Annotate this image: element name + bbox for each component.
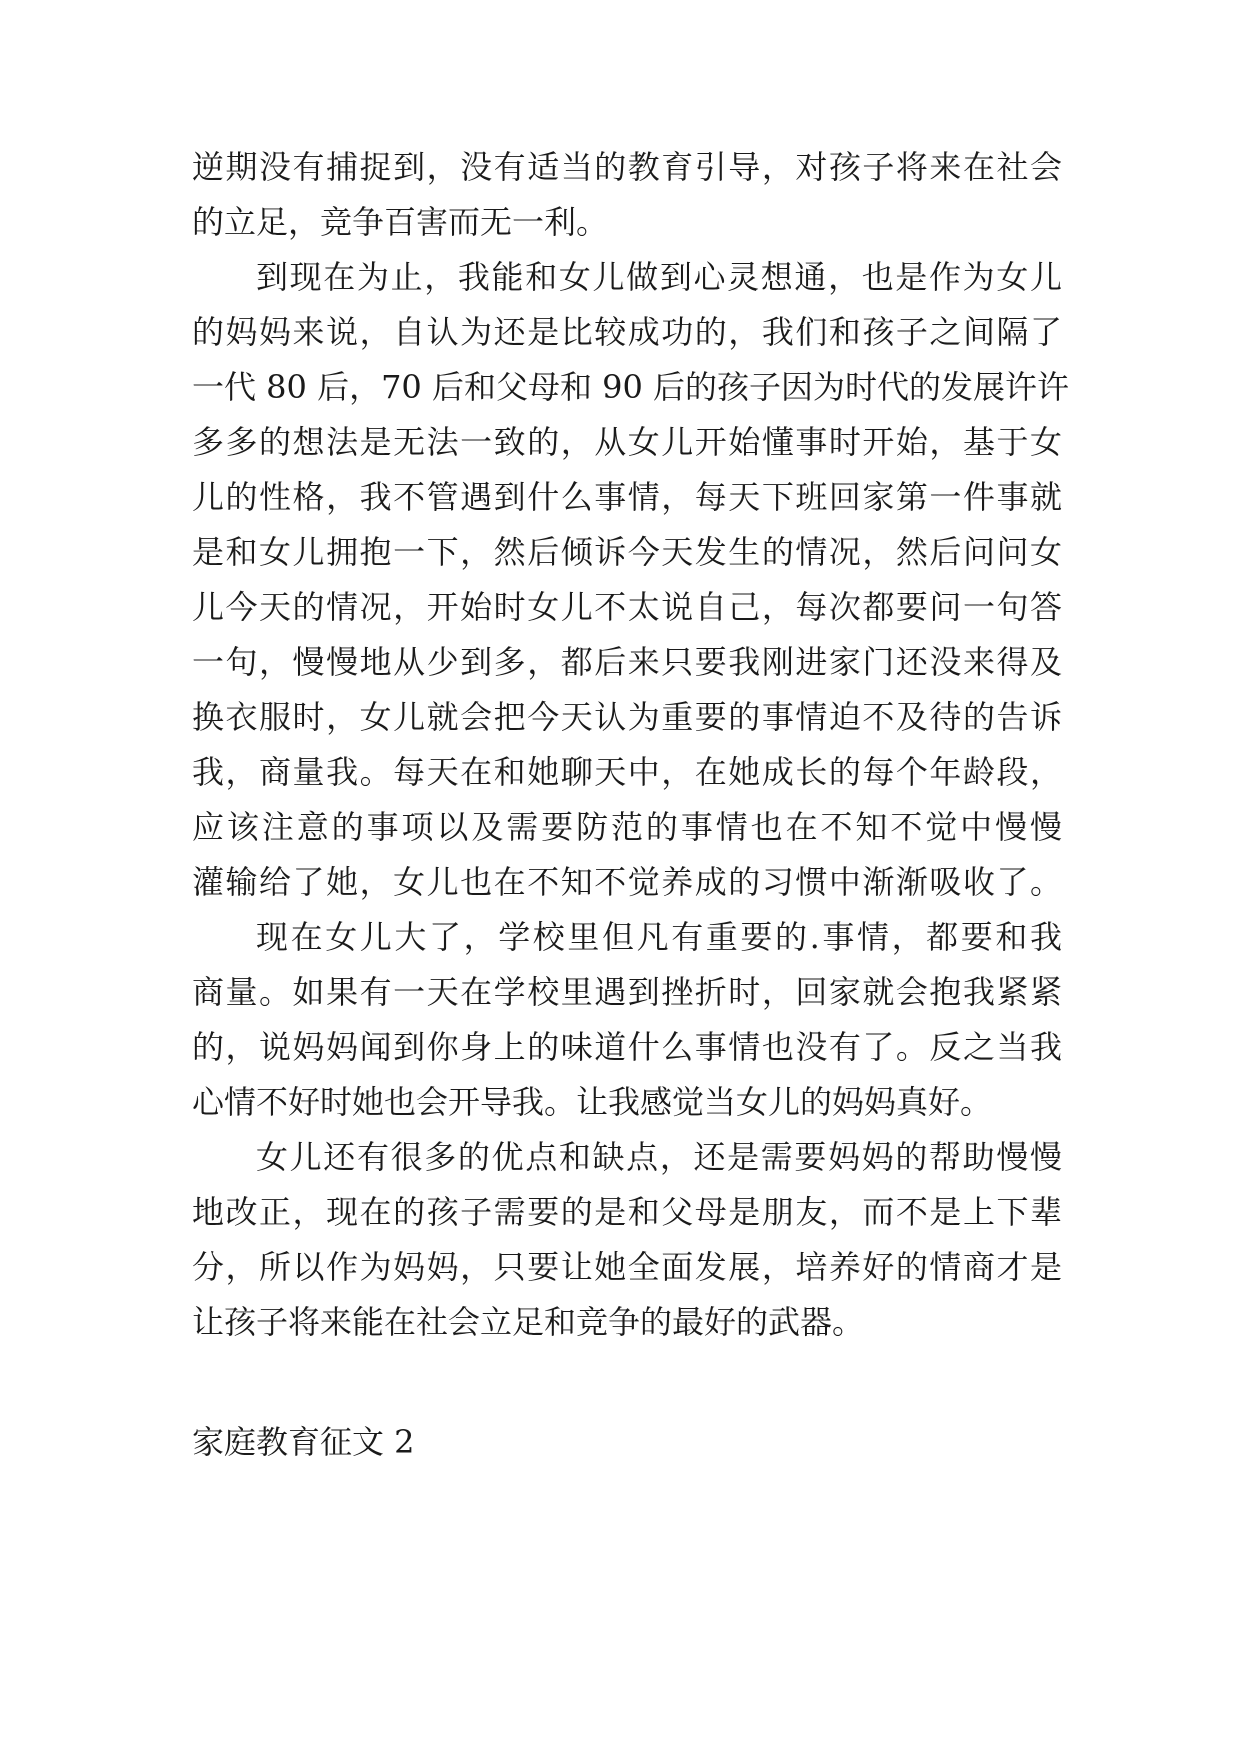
text-line: 应该注意的事项以及需要防范的事情也在不知不觉中慢慢	[192, 808, 1062, 846]
text-line: 的，说妈妈闻到你身上的味道什么事情也没有了。反之当我	[192, 1028, 1062, 1066]
text-line: 灌输给了她，女儿也在不知不觉养成的习惯中渐渐吸收了。	[192, 863, 1062, 901]
text-line: 分，所以作为妈妈，只要让她全面发展，培养好的情商才是	[192, 1248, 1062, 1286]
text-line: 现在女儿大了，学校里但凡有重要的.事情，都要和我	[256, 918, 1062, 956]
text-line: 地改正，现在的孩子需要的是和父母是朋友，而不是上下辈	[192, 1193, 1062, 1231]
text-line: 一句，慢慢地从少到多，都后来只要我刚进家门还没来得及	[192, 643, 1062, 681]
text-line: 让孩子将来能在社会立足和竞争的最好的武器。	[192, 1303, 865, 1341]
text-line: 儿今天的情况，开始时女儿不太说自己，每次都要问一句答	[192, 588, 1062, 626]
text-line: 的立足，竞争百害而无一利。	[192, 203, 609, 241]
text-line: 的妈妈来说，自认为还是比较成功的，我们和孩子之间隔了	[192, 313, 1062, 351]
text-line: 是和女儿拥抱一下，然后倾诉今天发生的情况，然后问问女	[192, 533, 1062, 571]
text-line: 到现在为止，我能和女儿做到心灵想通，也是作为女儿	[256, 258, 1062, 296]
text-line: 逆期没有捕捉到，没有适当的教育引导，对孩子将来在社会	[192, 148, 1062, 186]
text-line: 换衣服时，女儿就会把今天认为重要的事情迫不及待的告诉	[192, 698, 1062, 736]
text-line: 一代 80 后，70 后和父母和 90 后的孩子因为时代的发展许许	[192, 368, 1070, 406]
text-line: 女儿还有很多的优点和缺点，还是需要妈妈的帮助慢慢	[256, 1138, 1062, 1176]
text-line: 多多的想法是无法一致的，从女儿开始懂事时开始，基于女	[192, 423, 1062, 461]
text-line: 心情不好时她也会开导我。让我感觉当女儿的妈妈真好。	[192, 1083, 993, 1121]
text-line: 我，商量我。每天在和她聊天中，在她成长的每个年龄段，	[192, 753, 1062, 791]
text-line: 商量。如果有一天在学校里遇到挫折时，回家就会抱我紧紧	[192, 973, 1062, 1011]
section-heading: 家庭教育征文 2	[192, 1423, 415, 1461]
text-line: 儿的性格，我不管遇到什么事情，每天下班回家第一件事就	[192, 478, 1062, 516]
